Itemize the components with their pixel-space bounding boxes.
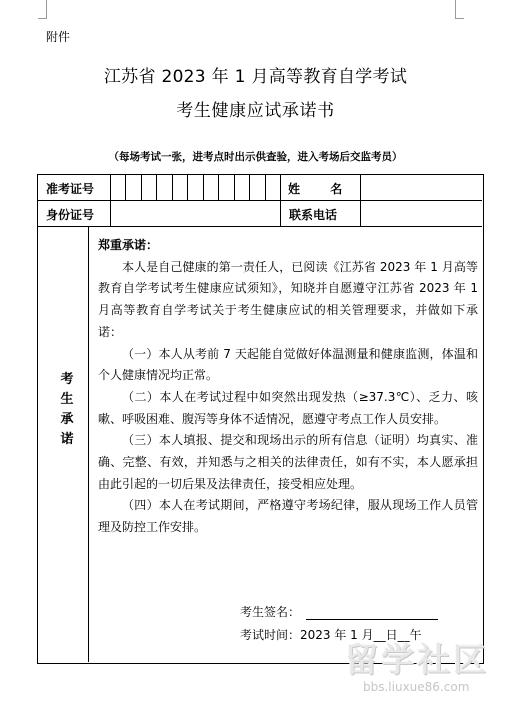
pledge-item-1: （一）本人从考前 7 天起能自觉做好体温测量和健康监测，体温和个人健康情况均正常。 xyxy=(98,346,478,383)
title-line-2: 考生健康应试承诺书 xyxy=(176,101,335,121)
col-divider-mid xyxy=(280,175,281,226)
exam-id-box-divider xyxy=(265,175,266,200)
name-label xyxy=(288,180,352,197)
watermark-logo-text: 留学社区 xyxy=(345,640,489,679)
pledge-paragraph-1: 本人是自己健康的第一责任人，已阅读《江苏省 2023 年 1 月高等教育自学考试考生健康应试须知》，知晓并自愿遵守江苏省 2023 年 1 月高等教育自学考试关于考生健康应试的相关管理要求，并做如下承诺： xyxy=(98,259,478,339)
signature-row xyxy=(240,603,438,620)
col-divider-right xyxy=(360,175,361,226)
side-char-2: 生 xyxy=(60,392,74,407)
side-char-3: 承 xyxy=(60,412,74,427)
exam-id-box-divider xyxy=(234,175,235,200)
exam-id-box-divider xyxy=(218,175,219,200)
col-divider-label xyxy=(110,175,111,226)
exam-id-box-divider xyxy=(156,175,157,200)
side-column-divider xyxy=(88,226,89,662)
pledge-heading: 郑重承诺： xyxy=(98,238,159,252)
row-divider-2 xyxy=(38,226,482,227)
id-number-label: 身份证号 xyxy=(46,208,95,222)
side-char-1: 考 xyxy=(60,372,74,387)
pledge-form-table xyxy=(37,174,484,664)
exam-id-box-divider xyxy=(203,175,204,200)
exam-id-box-divider xyxy=(249,175,250,200)
name-label-char-1: 姓 xyxy=(288,182,301,196)
exam-id-box-divider xyxy=(172,175,173,200)
exam-time-label: 考试时间： xyxy=(240,628,301,642)
pledge-item-3: （三）本人填报、提交和现场出示的所有信息（证明）均真实、准确、完整、有效，并知悉与之相关的法律责任，如有不实，本人愿承担由此引起的一切后果及法律责任，接受相应处理。 xyxy=(98,433,478,491)
exam-id-box-divider xyxy=(125,175,126,200)
exam-time-value: 2023 年 1 月__日__午 xyxy=(300,628,422,642)
pledge-item-4: （四）本人在考试期间，严格遵守考场纪律，服从现场工作人员管理及防控工作安排。 xyxy=(98,498,478,535)
name-label-char-2: 名 xyxy=(330,182,343,196)
exam-id-label: 准考证号 xyxy=(46,182,95,196)
crop-mark-top-left xyxy=(38,0,47,19)
row-divider-1 xyxy=(38,200,482,201)
usage-note: （每场考试一张，进考点时出示供查验，进入考场后交监考员） xyxy=(108,151,403,163)
crop-mark-top-right xyxy=(455,0,464,19)
side-label-candidate-pledge xyxy=(60,370,74,450)
signature-line[interactable] xyxy=(306,607,438,620)
pledge-body xyxy=(98,235,478,539)
watermark xyxy=(341,634,511,708)
contact-phone-label: 联系电话 xyxy=(289,208,338,222)
side-char-4: 诺 xyxy=(60,432,74,447)
attachment-label: 附件 xyxy=(46,30,71,44)
exam-id-box-divider xyxy=(187,175,188,200)
pledge-item-2: （二）本人在考试过程中如突然出现发热（≥37.3℃）、乏力、咳嗽、呼吸困难、腹泻等身体不适情况，愿遵守考点工作人员安排。 xyxy=(98,389,478,426)
exam-id-box-divider xyxy=(141,175,142,200)
watermark-url: bbs.liuxue86.com xyxy=(363,680,470,694)
signature-label: 考生签名： xyxy=(240,605,301,619)
title-line-1: 江苏省 2023 年 1 月高等教育自学考试 xyxy=(103,67,408,87)
